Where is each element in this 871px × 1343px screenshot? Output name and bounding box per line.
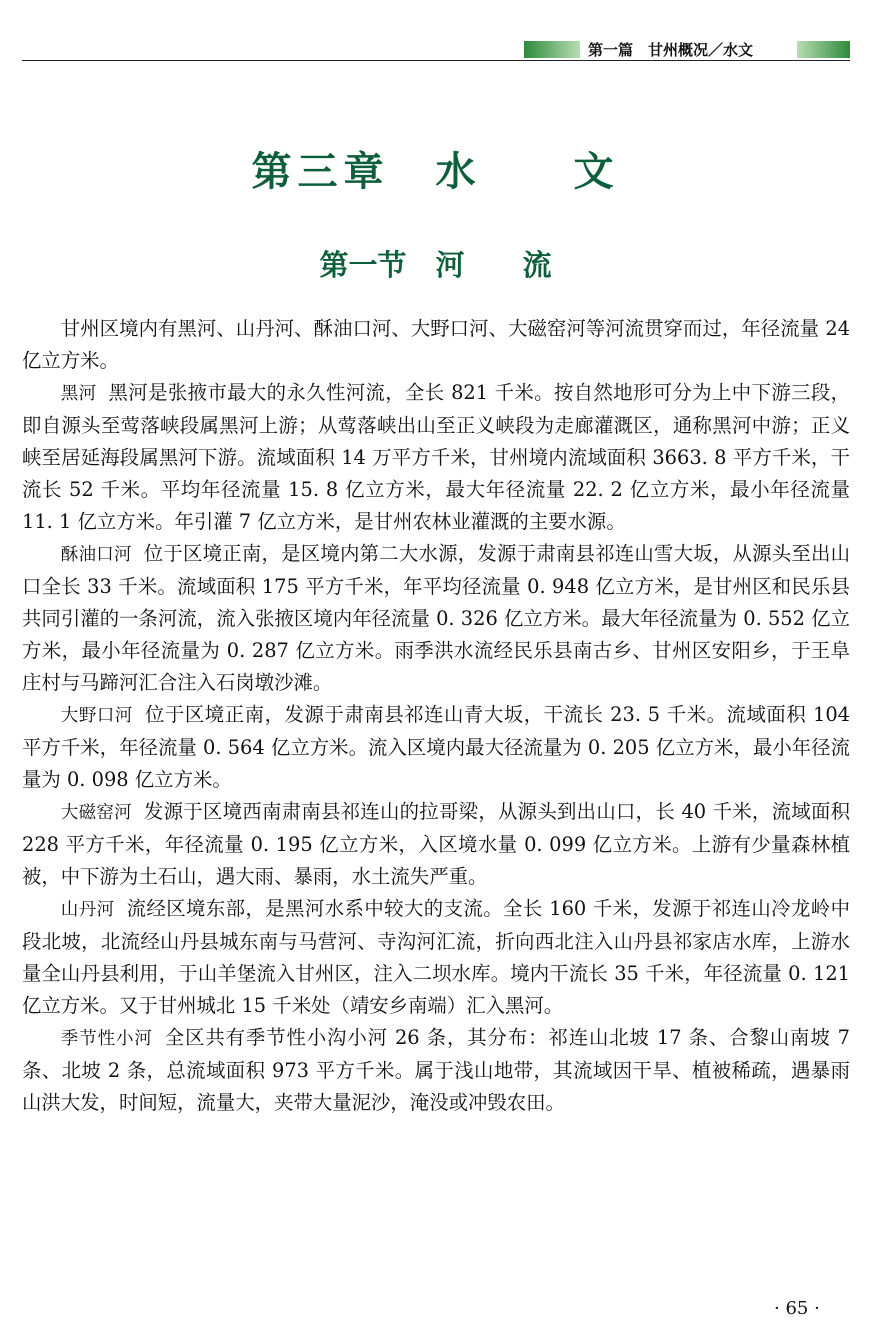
paragraph-intro	[22, 313, 850, 377]
paragraph-text: 甘州区境内有黑河、山丹河、酥油口河、大野口河、大磁窑河等河流贯穿而过，年径流量 24 亿立方米。	[22, 317, 850, 372]
header-rule	[22, 60, 850, 61]
paragraph-term: 大磁窑河	[60, 803, 132, 823]
chapter-title: 第三章 水 文	[251, 149, 620, 195]
paragraph-shandan	[22, 893, 850, 1022]
paragraph-text: 流经区境东部，是黑河水系中较大的支流。全长 160 千米，发源于祁连山冷龙岭中段北坡，北流经山丹县城东南与马营河、寺沟河汇流，折向西北注入山丹县祁家店水库，上游水量全山丹县利用，于山羊堡流入甘州区，注入二坝水库。境内干流长 35 千米，年径流量 0. 121 亿立方米。又于甘州城北 15 千米处（靖安乡南端）汇入黑河。	[22, 897, 851, 1017]
paragraph-text: 黑河是张掖市最大的永久性河流，全长 821 千米。按自然地形可分为上中下游三段，即自源头至莺落峡段属黑河上游；从莺落峡出山至正义峡段为走廊灌溉区，通称黑河中游；正义峡至居延海段属黑河下游。流域面积 14 万平方千米，甘州境内流域面积 3663. 8 平方千米，干流长 52 千米。平均年径流量 15. 8 亿立方米，最大年径流量 22. 2 亿立方米，最小年径流量 11. 1 亿立方米。年引灌 7 亿立方米，是甘州农林业灌溉的主要水源。	[22, 381, 850, 533]
running-header	[22, 40, 850, 62]
paragraph-heihe	[22, 377, 850, 538]
paragraph-seasonal	[22, 1022, 850, 1119]
paragraph-term: 山丹河	[60, 900, 115, 920]
paragraph-text: 全区共有季节性小沟小河 26 条，其分布：祁连山北坡 17 条、合黎山南坡 7 条、北坡 2 条，总流域面积 973 平方千米。属于浅山地带，其流域因干旱、植被稀疏，遇暴雨山洪大发，时间短，流量大，夹带大量泥沙，淹没或冲毁农田。	[22, 1026, 851, 1114]
paragraph-text: 位于区境正南，发源于肃南县祁连山青大坂，干流长 23. 5 千米。流域面积 104 平方千米，年径流量 0. 564 亿立方米。流入区境内最大径流量为 0. 205 亿立方米，最小年径流量为 0. 098 亿立方米。	[22, 703, 851, 791]
header-decor-bar-right	[797, 41, 850, 58]
paragraph-text: 发源于区境西南肃南县祁连山的拉哥梁，从源头到出山口，长 40 千米，流域面积 228 平方千米，年径流量 0. 195 亿立方米，入区境水量 0. 099 亿立方米。上游有少量森林植被，中下游为土石山，遇大雨、暴雨，水土流失严重。	[22, 800, 851, 888]
running-title: 第一篇 甘州概况／水文	[588, 41, 754, 59]
paragraph-dacíyao	[22, 796, 850, 893]
paragraph-term: 季节性小河	[60, 1029, 153, 1049]
body-text	[22, 313, 850, 1119]
paragraph-suyoukou	[22, 538, 850, 699]
section-title: 第一节 河 流	[319, 248, 552, 282]
paragraph-dayekou	[22, 699, 850, 796]
paragraph-term: 黑河	[60, 384, 97, 404]
paragraph-term: 酥油口河	[60, 545, 132, 565]
paragraph-text: 位于区境正南，是区境内第二大水源，发源于肃南县祁连山雪大坂，从源头至出山口全长 33 千米。流域面积 175 平方千米，年平均径流量 0. 948 亿立方米，是甘州区和民乐县共同引灌的一条河流，流入张掖区境内年径流量 0. 326 亿立方米。最大年径流量为 0. 552 亿立方米，最小年径流量为 0. 287 亿立方米。雨季洪水流经民乐县南古乡、甘州区安阳乡，于王阜庄村与马蹄河汇合注入石岗墩沙滩。	[22, 542, 850, 694]
header-decor-bar-left	[524, 41, 580, 58]
page-number: · 65 ·	[774, 1298, 820, 1319]
paragraph-term: 大野口河	[60, 706, 133, 726]
